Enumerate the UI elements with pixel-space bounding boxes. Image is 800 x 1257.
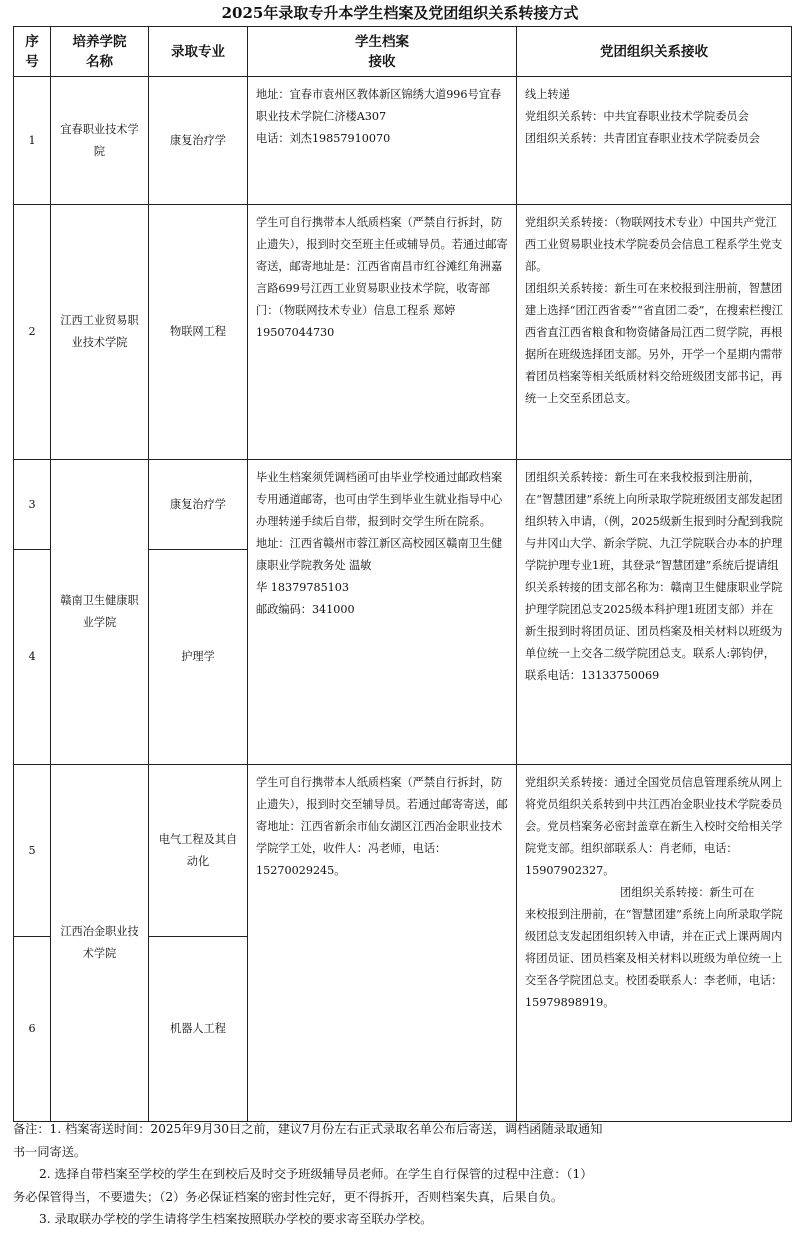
table-header-row bbox=[14, 27, 792, 77]
page-title: 2025年录取专升本学生档案及党团组织关系转接方式 bbox=[221, 4, 579, 22]
note-line: 书一同寄送。 bbox=[13, 1144, 87, 1159]
party-cell: 党组织关系转接：通过全国党员信息管理系统从网上将党员组织关系转到中共江西冶金职业技术学院委员会。党员档案务必密封盖章在新生入校时交给相关学院党支部。组织部联系人：肖老师，电话：15907902327。 团组织关系转接：新生可在 来校报到注册前，在“智慧团建”系统上向所录取学院级团总支发起团组织转入申请，并在正式上课两周内将团员证、团员档案及相关材料以班级为单位统一上交至各学院团总支。校团委联系人：李老师，电话：15979898919。 bbox=[517, 765, 792, 1122]
major-cell: 护理学 bbox=[149, 550, 248, 765]
archive-cell: 毕业生档案须凭调档函可由毕业学校通过邮政档案专用通道邮寄，也可由学生到毕业生就业指导中心办理转递手续后自带，报到时交学生所在院系。 地址：江西省赣州市蓉江新区高校园区赣南卫生健康职业学院教务处 温敏 华 18379785103 邮政编码：341000 bbox=[248, 460, 517, 765]
party-cell: 党组织关系转接：（物联网技术专业）中国共产党江西工业贸易职业技术学院委员会信息工程系学生党支部。 团组织关系转接：新生可在来校报到注册前，智慧团建上选择“团江西省委”“省直团二委”，在搜索栏搜江西省直江西省粮食和物资储备局江西二贸学院，再根据所在班级选择团支部。另外，开学一个星期内需带着团员档案等相关纸质材料交给班级团支部书记，再统一上交至系团总支。 bbox=[517, 205, 792, 460]
note-line: 3. 录取联办学校的学生请将学生档案按照联办学校的要求寄至联办学校。 bbox=[39, 1212, 433, 1226]
seq-cell: 1 bbox=[14, 77, 51, 205]
major-cell: 物联网工程 bbox=[149, 205, 248, 460]
major-cell: 机器人工程 bbox=[149, 937, 248, 1122]
header-archive: 学生档案 接收 bbox=[248, 27, 517, 77]
school-cell: 江西冶金职业技术学院 bbox=[51, 765, 149, 1122]
notes-section bbox=[13, 1118, 791, 1231]
note-line: 备注：1. 档案寄送时间：2025年9月30日之前，建议7月份左右正式录取名单公布后寄送，调档函随录取通知 bbox=[13, 1122, 603, 1136]
note-line: 2. 选择自带档案至学校的学生在到校后及时交予班级辅导员老师。在学生自行保管的过程中注意：（1） bbox=[39, 1167, 593, 1181]
archive-cell: 学生可自行携带本人纸质档案（严禁自行拆封，防止遗失），报到时交至班主任或辅导员。若通过邮寄寄送，邮寄地址是：江西省南昌市红谷滩红角洲嘉言路699号江西工业贸易职业技术学院，收寄部门：（物联网技术专业）信息工程系 郑婷19507044730 bbox=[248, 205, 517, 460]
seq-cell: 6 bbox=[14, 937, 51, 1122]
archive-cell: 地址：宜春市袁州区教体新区锦绣大道996号宜春职业技术学院仁济楼A307 电话：刘杰19857910070 bbox=[248, 77, 517, 205]
major-cell: 康复治疗学 bbox=[149, 77, 248, 205]
major-cell: 电气工程及其自动化 bbox=[149, 765, 248, 937]
note-line: 务必保管得当，不要遗失；（2）务必保证档案的密封性完好，更不得拆开，否则档案失真，后果自负。 bbox=[13, 1189, 564, 1204]
header-seq: 序 号 bbox=[14, 27, 51, 77]
party-cell: 团组织关系转接：新生可在来我校报到注册前，在“智慧团建”系统上向所录取学院班级团支部发起团组织转入申请，（例，2025级新生报到时分配到我院与井冈山大学、新余学院、九江学院联合办本的护理学院护理专业1班，其登录“智慧团建”系统后提请组织关系转接的团支部名称为：赣南卫生健康职业学院护理学院团总支2025级本科护理1班团支部）并在新生报到时将团员证、团员档案及相关材料以班级为单位统一上交各二级学院团总支。联系人:郭钧伊，联系电话：13133750069 bbox=[517, 460, 792, 765]
seq-cell: 3 bbox=[14, 460, 51, 550]
table-row bbox=[14, 205, 792, 460]
table-row bbox=[14, 460, 792, 550]
header-major: 录取专业 bbox=[149, 27, 248, 77]
seq-cell: 5 bbox=[14, 765, 51, 937]
school-cell: 赣南卫生健康职业学院 bbox=[51, 460, 149, 765]
header-party: 党团组织关系接收 bbox=[517, 27, 792, 77]
school-cell: 江西工业贸易职业技术学院 bbox=[51, 205, 149, 460]
school-cell: 宜春职业技术学院 bbox=[51, 77, 149, 205]
archive-cell: 学生可自行携带本人纸质档案（严禁自行拆封，防止遗失），报到时交至辅导员。若通过邮寄寄送，邮寄地址：江西省新余市仙女湖区江西冶金职业技术学院学工处，收件人：冯老师，电话：15270029245。 bbox=[248, 765, 517, 1122]
header-school: 培养学院 名称 bbox=[51, 27, 149, 77]
party-cell: 线上转递 党组织关系转：中共宜春职业技术学院委员会 团组织关系转：共青团宜春职业技术学院委员会 bbox=[517, 77, 792, 205]
table-row bbox=[14, 765, 792, 937]
major-cell: 康复治疗学 bbox=[149, 460, 248, 550]
seq-cell: 4 bbox=[14, 550, 51, 765]
seq-cell: 2 bbox=[14, 205, 51, 460]
table-row bbox=[14, 77, 792, 205]
transfer-table bbox=[13, 26, 792, 1122]
